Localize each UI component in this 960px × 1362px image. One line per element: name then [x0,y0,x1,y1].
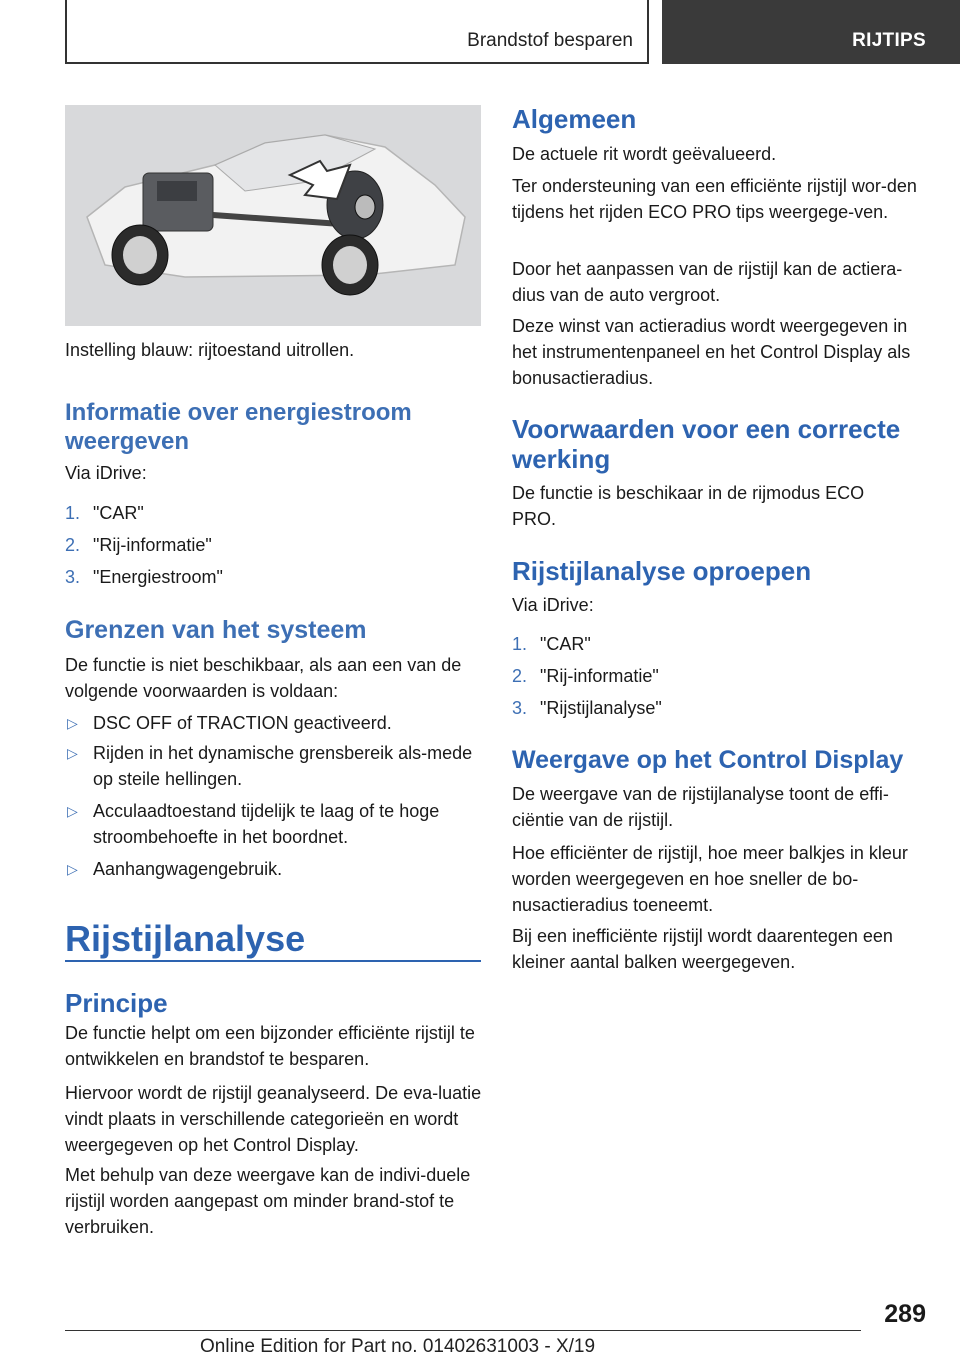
list-text: "CAR" [93,503,144,523]
heading-principe: Principe [65,988,168,1018]
principe-paragraph-3: Met behulp van deze weergave kan de indivi-duele rijstijl worden aangepast om minder brand-stof te verbruiken. [65,1165,471,1237]
triangle-bullet-icon: ▷ [67,803,78,819]
list-number: 3. [512,698,528,718]
algemeen-paragraph-4: Deze winst van actieradius wordt weergegeven in het instrumentenpaneel en het Control Display als bonusactieradius. [512,316,911,388]
list-text: "Energiestroom" [93,567,223,587]
footer-divider [65,1330,861,1331]
heading-open-analysis: Rijstijlanalyse oproepen [512,556,812,586]
list-number: 1. [65,503,81,523]
list-number: 1. [512,634,528,654]
page-number: 289 [884,1300,926,1328]
list-text: "CAR" [540,634,591,654]
heading-conditions: Voorwaarden voor een correcte werking [512,414,901,474]
list-text: Acculaadtoestand tijdelijk te laag of te hoge stroombehoefte in het boordnet. [93,801,440,847]
principe-paragraph-1: De functie helpt om een bijzonder efficiënte rijstijl te ontwikkelen en brandstof te besparen. [65,1023,475,1069]
via-idrive-label: Via iDrive: [65,463,147,483]
display-paragraph-2: Hoe efficiënter de rijstijl, hoe meer balkjes in kleur worden weergegeven en hoe sneller de bo-nusactieradius toeneemt. [512,843,908,915]
footer-edition: Online Edition for Part no. 01402631003 - X/19 [200,1336,596,1357]
header-chapter-box [662,0,960,64]
display-paragraph-3: Bij een inefficiënte rijstijl wordt daarentegen een kleiner aantal balken weergegeven. [512,926,893,972]
list-text: DSC OFF of TRACTION geactiveerd. [93,713,392,733]
list-number: 2. [512,666,528,686]
list-text: "Rij-informatie" [93,535,212,555]
limits-intro: De functie is niet beschikbaar, als aan een van de volgende voorwaarden is voldaan: [65,655,462,701]
via-idrive-label: Via iDrive: [512,595,594,615]
chapter-heading: Rijstijlanalyse [65,918,306,959]
display-paragraph-1: De weergave van de rijstijlanalyse toont de effi-ciëntie van de rijstijl. [512,784,889,830]
header-chapter-title: RIJTIPS [852,30,926,51]
heading-algemeen: Algemeen [512,104,637,134]
header-section-box [65,0,649,64]
heading-divider [65,960,481,962]
list-number: 2. [65,535,81,555]
algemeen-paragraph-2: Ter ondersteuning van een efficiënte rijstijl wor-den tijdens het rijden ECO PRO tips weergege-ven. [512,176,917,222]
heading-control-display: Weergave op het Control Display [512,746,904,774]
header-section-title: Brandstof besparen [467,30,633,51]
principe-paragraph-2: Hiervoor wordt de rijstijl geanalyseerd. De eva-luatie vindt plaats in verschillende categorieën en wordt weergegeven op het Control Display. [65,1083,482,1155]
algemeen-paragraph-3: Door het aanpassen van de rijstijl kan de actiera-dius van de auto vergroot. [512,259,903,305]
heading-system-limits: Grenzen van het systeem [65,616,367,644]
list-text: "Rijstijlanalyse" [540,698,662,718]
list-text: Aanhangwagengebruik. [93,859,283,879]
list-text: Rijden in het dynamische grensbereik als-mede op steile hellingen. [93,743,473,789]
figure-caption: Instelling blauw: rijtoestand uitrollen. [65,340,355,360]
list-text: "Rij-informatie" [540,666,659,686]
triangle-bullet-icon: ▷ [67,745,78,761]
conditions-paragraph: De functie is beschikaar in de rijmodus ECO PRO. [512,483,865,529]
car-drivetrain-illustration [65,105,481,326]
algemeen-paragraph-1: De actuele rit wordt geëvalueerd. [512,144,777,164]
list-number: 3. [65,567,81,587]
triangle-bullet-icon: ▷ [67,861,78,877]
heading-energy-flow: Informatie over energiestroom weergeven [65,399,412,455]
triangle-bullet-icon: ▷ [67,715,78,731]
